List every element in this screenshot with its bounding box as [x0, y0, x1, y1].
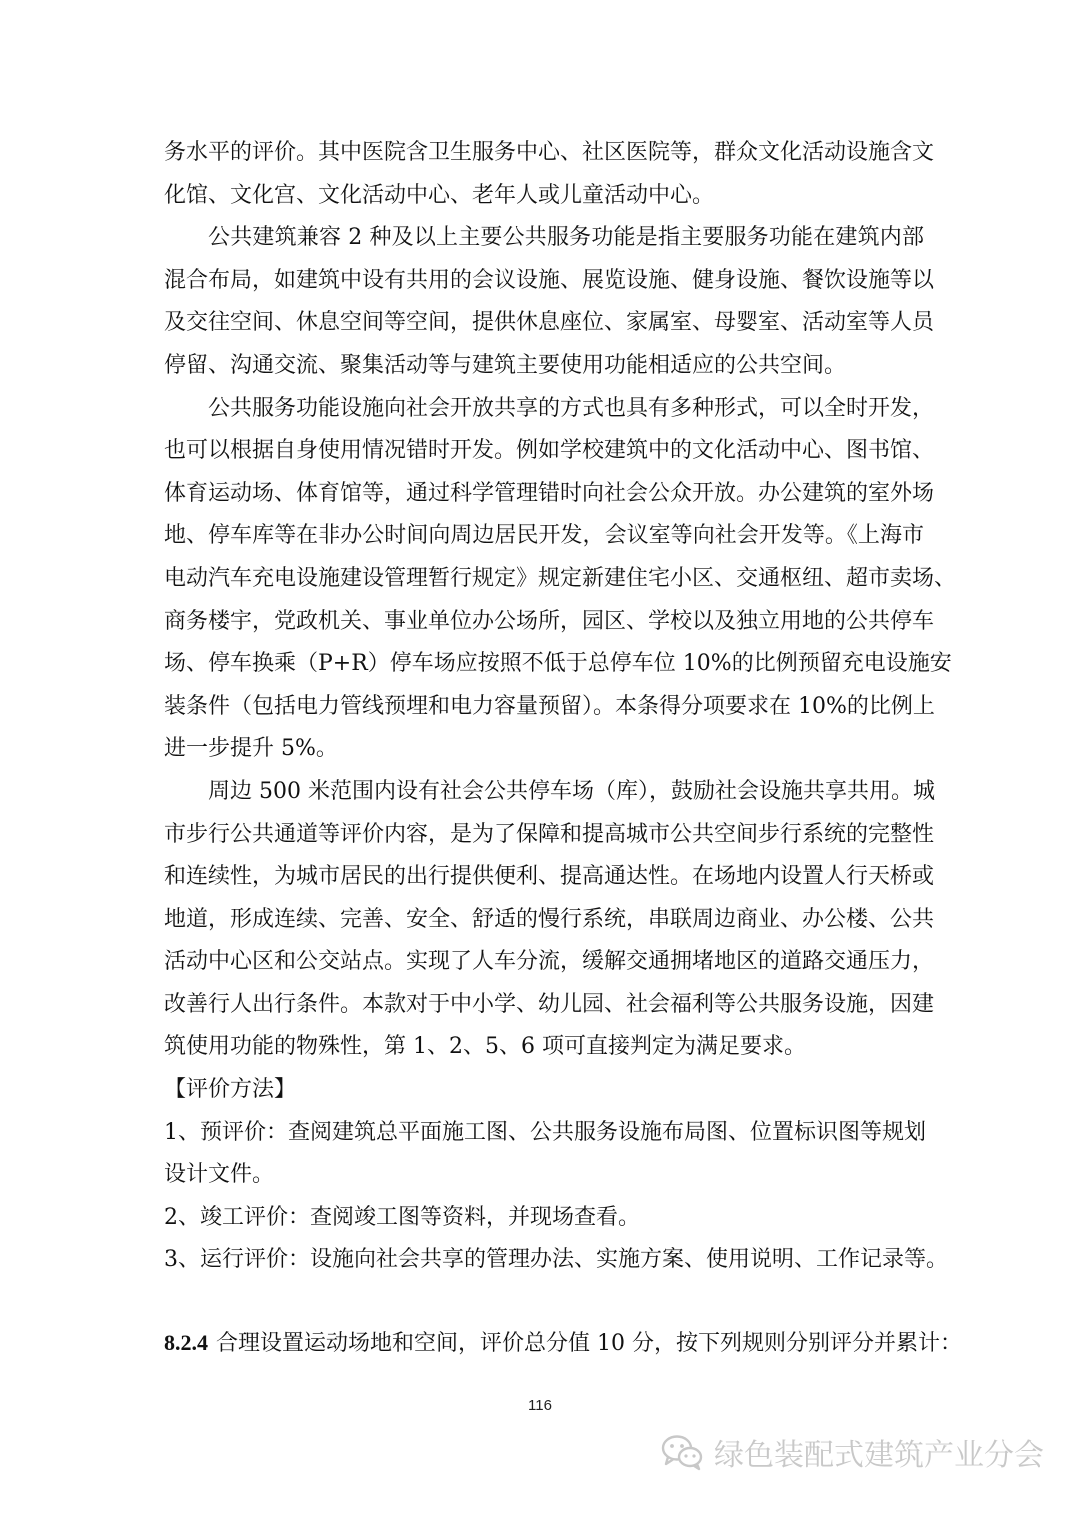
watermark-text: 绿色装配式建筑产业分会 [714, 1438, 1044, 1473]
clause-number: 8.2.4 [164, 1330, 208, 1355]
text-line: 及交往空间、休息空间等空间，提供休息座位、家属室、母婴室、活动室等人员 [164, 310, 935, 336]
text-line: 地道，形成连续、完善、安全、舒适的慢行系统，串联周边商业、办公楼、公共 [164, 906, 935, 932]
list-item: 3、运行评价：设施向社会共享的管理办法、实施方案、使用说明、工作记录等。 [164, 1247, 948, 1273]
text-line: 市步行公共通道等评价内容，是为了保障和提高城市公共空间步行系统的完整性 [164, 821, 935, 847]
text-line: 电动汽车充电设施建设管理暂行规定》规定新建住宅小区、交通枢纽、超市卖场、 [164, 565, 957, 591]
text-line: 地、停车库等在非办公时间向周边居民开发，会议室等向社会开发等。《上海市 [164, 523, 924, 549]
text-line: 活动中心区和公交站点。实现了人车分流，缓解交通拥堵地区的道路交通压力， [164, 949, 935, 975]
text-line: 也可以根据自身使用情况错时开发。例如学校建筑中的文化活动中心、图书馆、 [164, 438, 935, 464]
list-item: 2、竣工评价：查阅竣工图等资料，并现场查看。 [164, 1204, 640, 1230]
text-line: 化馆、文化宫、文化活动中心、老年人或儿童活动中心。 [164, 182, 715, 208]
text-line: 和连续性，为城市居民的出行提供便利、提高通达性。在场地内设置人行天桥或 [164, 864, 935, 890]
text-line: 改善行人出行条件。本款对于中小学、幼儿园、社会福利等公共服务设施，因建 [164, 991, 935, 1017]
text-line: 商务楼宇，党政机关、事业单位办公场所，园区、学校以及独立用地的公共停车 [164, 608, 935, 634]
text-line: 体育运动场、体育馆等，通过科学管理错时向社会公众开放。办公建筑的室外场 [164, 480, 935, 506]
paragraph-first-line: 公共服务功能设施向社会开放共享的方式也具有多种形式，可以全时开发， [208, 395, 935, 421]
text-line: 混合布局，如建筑中设有共用的会议设施、展览设施、健身设施、餐饮设施等以 [164, 267, 935, 293]
text-line: 筑使用功能的物殊性，第 1、2、5、6 项可直接判定为满足要求。 [164, 1034, 806, 1060]
text-line: 务水平的评价。其中医院含卫生服务中心、社区医院等，群众文化活动设施含文 [164, 140, 935, 165]
clause-heading [164, 1321, 962, 1365]
text-line: 进一步提升 5%。 [164, 736, 338, 762]
clause-text: 合理设置运动场地和空间，评价总分值 10 分，按下列规则分别评分并累计： [216, 1331, 962, 1356]
evaluation-method-heading: 【评价方法】 [164, 1077, 297, 1103]
page-number: 116 [528, 1397, 552, 1414]
text-line: 场、停车换乘（P+R）停车场应按照不低于总停车位 10%的比例预留充电设施安 [164, 651, 952, 677]
text-line: 设计文件。 [164, 1162, 275, 1188]
body-text [164, 132, 957, 1282]
paragraph-first-line: 周边 500 米范围内设有社会公共停车场（库），鼓励社会设施共享共用。城 [208, 778, 935, 804]
text-line: 装条件（包括电力管线预埋和电力容量预留）。本条得分项要求在 10%的比例上 [164, 693, 935, 719]
text-line: 停留、沟通交流、聚集活动等与建筑主要使用功能相适应的公共空间。 [164, 352, 847, 378]
list-item: 1、预评价：查阅建筑总平面施工图、公共服务设施布局图、位置标识图等规划 [164, 1119, 926, 1145]
watermark [660, 1430, 1044, 1474]
paragraph-first-line: 公共建筑兼容 2 种及以上主要公共服务功能是指主要服务功能在建筑内部 [208, 225, 924, 251]
wechat-icon [660, 1432, 704, 1472]
